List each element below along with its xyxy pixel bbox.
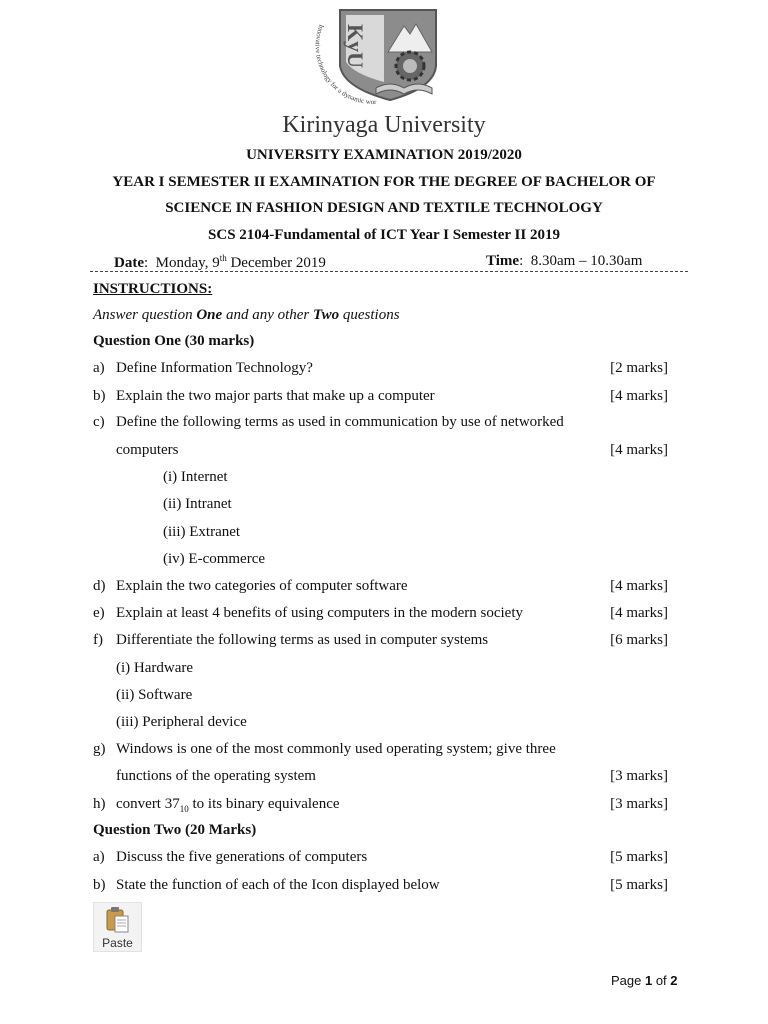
paste-button-image: [93, 902, 142, 952]
logo-letters: KyU: [343, 24, 368, 68]
logo-motto: Innovative technology for a dynamic wor: [313, 23, 377, 107]
date-time-line: [90, 251, 688, 272]
exam-time: Time: 8.30am – 10.30am: [486, 253, 643, 269]
instructions-title: INSTRUCTIONS:: [93, 281, 213, 297]
exam-degree-line1: YEAR I SEMESTER II EXAMINATION FOR THE DEGREE OF BACHELOR OF: [112, 174, 656, 190]
question-two-title: Question Two (20 Marks): [93, 822, 257, 838]
clipboard-paste-icon: [94, 903, 141, 935]
question-one-title: Question One (30 marks): [93, 333, 255, 349]
paste-label: Paste: [102, 936, 133, 950]
instructions-text: Answer question One and any other Two questions: [93, 307, 400, 323]
exam-date: Date: Monday, 9th December 2019: [114, 253, 326, 271]
page-number: Page 1 of 2: [611, 973, 678, 988]
course-code: SCS 2104-Fundamental of ICT Year I Semester II 2019: [208, 227, 560, 243]
exam-degree-line2: SCIENCE IN FASHION DESIGN AND TEXTILE TECHNOLOGY: [165, 200, 603, 216]
university-logo: [306, 4, 456, 112]
university-name: Kirinyaga University: [282, 112, 486, 138]
exam-title: UNIVERSITY EXAMINATION 2019/2020: [246, 147, 522, 163]
